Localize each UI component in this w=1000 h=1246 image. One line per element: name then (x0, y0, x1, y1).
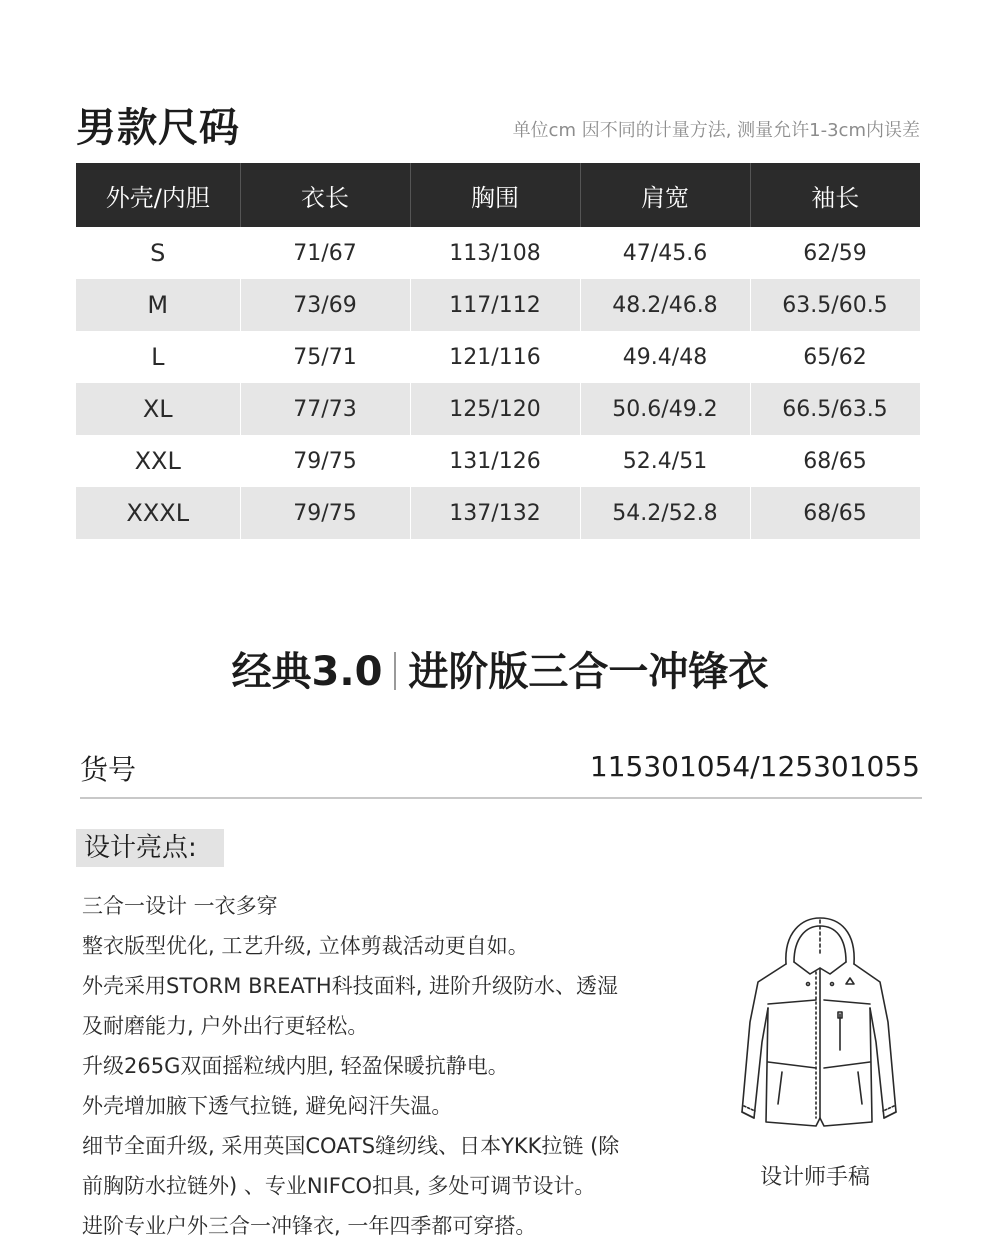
value-cell: 75/71 (240, 331, 410, 383)
size-table (76, 163, 921, 539)
product-title (0, 640, 1000, 697)
title-separator (394, 652, 396, 690)
table-row (76, 331, 920, 383)
value-cell: 113/108 (410, 227, 580, 279)
table-row (76, 435, 920, 487)
value-cell: 68/65 (750, 435, 920, 487)
size-chart-title: 男款尺码 (76, 105, 240, 151)
header-cell: 胸围 (410, 163, 580, 227)
header-cell: 肩宽 (580, 163, 750, 227)
list-item: 外壳采用STORM BREATH科技面料, 进阶升级防水、透湿 (82, 974, 619, 998)
highlights-heading: 设计亮点: (76, 829, 224, 867)
list-item: 外壳增加腋下透气拉链, 避免闷汗失温。 (82, 1094, 453, 1118)
list-item: 进阶专业户外三合一冲锋衣, 一年四季都可穿搭。 (82, 1214, 537, 1238)
header-cell: 衣长 (240, 163, 410, 227)
value-cell: 73/69 (240, 279, 410, 331)
header-cell: 袖长 (750, 163, 920, 227)
sketch-caption: 设计师手稿 (759, 1165, 870, 1190)
list-item: 整衣版型优化, 工艺升级, 立体剪裁活动更自如。 (82, 934, 529, 958)
table-row (76, 487, 920, 539)
jacket-sketch-icon (728, 912, 908, 1142)
value-cell: 77/73 (240, 383, 410, 435)
value-cell: 62/59 (750, 227, 920, 279)
size-table-header (76, 163, 920, 227)
value-cell: 117/112 (410, 279, 580, 331)
sku-value: 115301054/125301055 (589, 750, 920, 783)
value-cell: 47/45.6 (580, 227, 750, 279)
value-cell: 52.4/51 (580, 435, 750, 487)
feature-list (82, 886, 702, 1246)
value-cell: 65/62 (750, 331, 920, 383)
list-item: 及耐磨能力, 户外出行更轻松。 (82, 1014, 369, 1038)
table-row (76, 227, 920, 279)
header-cell: 外壳/内胆 (76, 163, 240, 227)
value-cell: 71/67 (240, 227, 410, 279)
sku-label: 货号 (80, 753, 137, 786)
product-name: 进阶版三合一冲锋衣 (408, 649, 769, 695)
product-series: 经典3.0 (231, 649, 383, 695)
value-cell: 63.5/60.5 (750, 279, 920, 331)
value-cell: 137/132 (410, 487, 580, 539)
size-cell: M (76, 279, 240, 331)
value-cell: 50.6/49.2 (580, 383, 750, 435)
value-cell: 49.4/48 (580, 331, 750, 383)
table-row (76, 279, 920, 331)
unit-note: 单位cm 因不同的计量方法, 测量允许1-3cm内误差 (512, 120, 920, 141)
value-cell: 68/65 (750, 487, 920, 539)
list-item: 前胸防水拉链外) 、专业NIFCO扣具, 多处可调节设计。 (82, 1174, 596, 1198)
value-cell: 79/75 (240, 487, 410, 539)
value-cell: 125/120 (410, 383, 580, 435)
divider (80, 797, 922, 799)
value-cell: 79/75 (240, 435, 410, 487)
size-cell: XXXL (76, 487, 240, 539)
table-row (76, 383, 920, 435)
size-cell: XL (76, 383, 240, 435)
list-item: 细节全面升级, 采用英国COATS缝纫线、日本YKK拉链 (除 (82, 1134, 620, 1158)
value-cell: 121/116 (410, 331, 580, 383)
list-item: 升级265G双面摇粒绒内胆, 轻盈保暖抗静电。 (82, 1054, 509, 1078)
value-cell: 48.2/46.8 (580, 279, 750, 331)
value-cell: 54.2/52.8 (580, 487, 750, 539)
size-cell: L (76, 331, 240, 383)
size-cell: XXL (76, 435, 240, 487)
size-cell: S (76, 227, 240, 279)
value-cell: 131/126 (410, 435, 580, 487)
value-cell: 66.5/63.5 (750, 383, 920, 435)
list-item: 三合一设计 一衣多穿 (82, 894, 278, 918)
